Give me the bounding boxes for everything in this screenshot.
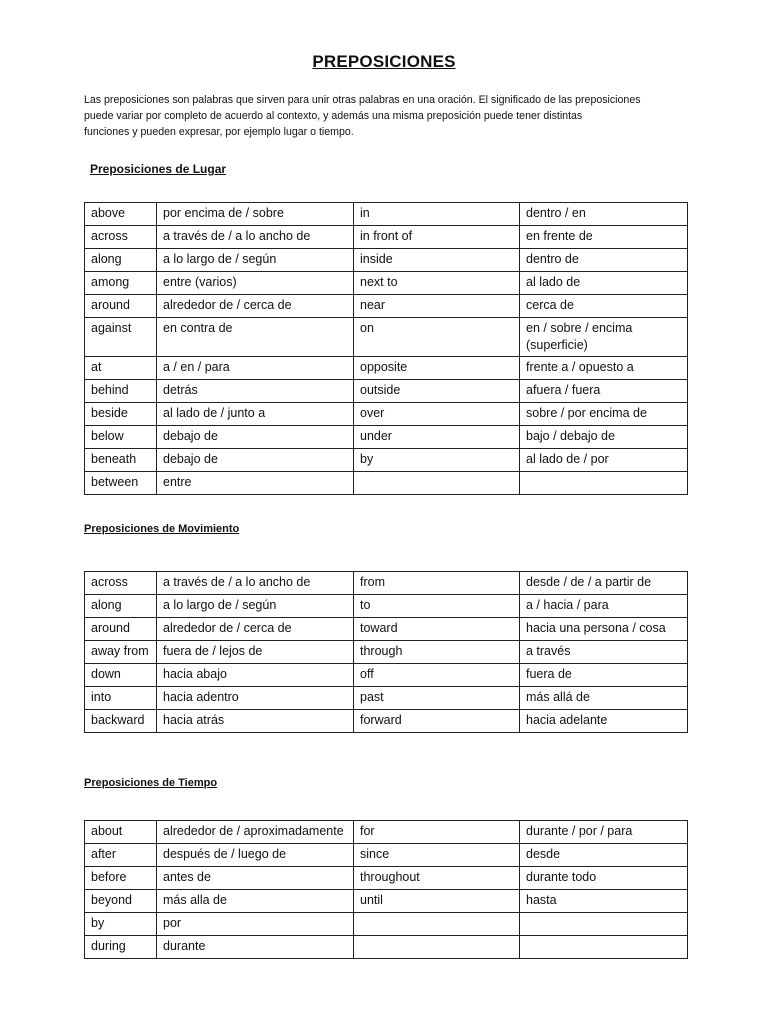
preposition-cell: below: [85, 426, 157, 449]
preposition-cell: for: [354, 821, 520, 844]
translation-cell: al lado de: [520, 272, 688, 295]
translation-cell: entre (varios): [157, 272, 354, 295]
preposition-cell: by: [354, 449, 520, 472]
preposition-cell: above: [85, 203, 157, 226]
translation-cell: cerca de: [520, 295, 688, 318]
preposition-cell: across: [85, 226, 157, 249]
preposition-cell: next to: [354, 272, 520, 295]
translation-cell: frente a / opuesto a: [520, 357, 688, 380]
translation-cell: alrededor de / cerca de: [157, 295, 354, 318]
table-movimiento: [84, 571, 688, 733]
table-tiempo: [84, 820, 688, 959]
translation-cell: durante: [157, 936, 354, 959]
preposition-cell: over: [354, 403, 520, 426]
intro-line: puede variar por completo de acuerdo al contexto, y además una misma preposición puede tener distintas: [84, 110, 583, 122]
table-row: [85, 821, 688, 844]
table-row: [85, 357, 688, 380]
translation-cell: a través: [520, 641, 688, 664]
table-row: [85, 687, 688, 710]
preposition-cell: since: [354, 844, 520, 867]
translation-cell: a través de / a lo ancho de: [157, 226, 354, 249]
table-row: [85, 572, 688, 595]
translation-cell: hacia adelante: [520, 710, 688, 733]
table-row: [85, 472, 688, 495]
preposition-cell: against: [85, 318, 157, 357]
intro-paragraph: [84, 92, 692, 140]
preposition-cell: opposite: [354, 357, 520, 380]
preposition-cell: among: [85, 272, 157, 295]
preposition-cell: around: [85, 618, 157, 641]
translation-cell: [520, 913, 688, 936]
translation-cell: debajo de: [157, 426, 354, 449]
preposition-cell: [354, 936, 520, 959]
preposition-cell: between: [85, 472, 157, 495]
preposition-cell: behind: [85, 380, 157, 403]
section-heading-movimiento: Preposiciones de Movimiento: [84, 523, 240, 535]
translation-cell: detrás: [157, 380, 354, 403]
preposition-cell: past: [354, 687, 520, 710]
section-heading-lugar: Preposiciones de Lugar: [90, 162, 227, 176]
intro-line: funciones y pueden expresar, por ejemplo lugar o tiempo.: [84, 126, 354, 138]
table-row: [85, 249, 688, 272]
preposition-cell: into: [85, 687, 157, 710]
preposition-cell: from: [354, 572, 520, 595]
preposition-cell: on: [354, 318, 520, 357]
translation-cell: [520, 936, 688, 959]
translation-cell: por: [157, 913, 354, 936]
translation-cell: afuera / fuera: [520, 380, 688, 403]
preposition-cell: inside: [354, 249, 520, 272]
intro-line: Las preposiciones son palabras que sirven para unir otras palabras en una oración. El significado de las preposiciones: [84, 94, 641, 106]
table-row: [85, 936, 688, 959]
translation-cell: a lo largo de / según: [157, 249, 354, 272]
preposition-cell: throughout: [354, 867, 520, 890]
preposition-cell: beyond: [85, 890, 157, 913]
preposition-cell: during: [85, 936, 157, 959]
table-row: [85, 867, 688, 890]
table-row: [85, 449, 688, 472]
translation-cell: a / en / para: [157, 357, 354, 380]
table-row: [85, 890, 688, 913]
translation-cell: más alla de: [157, 890, 354, 913]
translation-cell: alrededor de / aproximadamente: [157, 821, 354, 844]
translation-cell: hacia abajo: [157, 664, 354, 687]
table-row: [85, 426, 688, 449]
preposition-cell: [354, 472, 520, 495]
preposition-cell: in: [354, 203, 520, 226]
translation-cell: hasta: [520, 890, 688, 913]
table-row: [85, 318, 688, 357]
table-lugar: [84, 202, 688, 495]
preposition-cell: in front of: [354, 226, 520, 249]
preposition-cell: backward: [85, 710, 157, 733]
table-row: [85, 641, 688, 664]
table-row: [85, 403, 688, 426]
table-row: [85, 226, 688, 249]
translation-cell: hacia adentro: [157, 687, 354, 710]
preposition-cell: off: [354, 664, 520, 687]
translation-cell: alrededor de / cerca de: [157, 618, 354, 641]
translation-cell: desde: [520, 844, 688, 867]
translation-cell: debajo de: [157, 449, 354, 472]
translation-cell: al lado de / por: [520, 449, 688, 472]
translation-cell: dentro de: [520, 249, 688, 272]
table-row: [85, 844, 688, 867]
table-row: [85, 203, 688, 226]
page-title: PREPOSICIONES: [312, 52, 456, 71]
table-row: [85, 664, 688, 687]
table-row: [85, 272, 688, 295]
preposition-cell: after: [85, 844, 157, 867]
preposition-cell: along: [85, 249, 157, 272]
preposition-cell: beneath: [85, 449, 157, 472]
preposition-cell: before: [85, 867, 157, 890]
preposition-cell: forward: [354, 710, 520, 733]
preposition-cell: to: [354, 595, 520, 618]
table-row: [85, 710, 688, 733]
preposition-cell: toward: [354, 618, 520, 641]
translation-cell: a través de / a lo ancho de: [157, 572, 354, 595]
translation-cell: sobre / por encima de: [520, 403, 688, 426]
preposition-cell: across: [85, 572, 157, 595]
translation-cell: a / hacia / para: [520, 595, 688, 618]
translation-cell: durante todo: [520, 867, 688, 890]
section-heading-tiempo: Preposiciones de Tiempo: [84, 777, 218, 789]
preposition-cell: until: [354, 890, 520, 913]
preposition-cell: down: [85, 664, 157, 687]
translation-cell: después de / luego de: [157, 844, 354, 867]
translation-cell: [520, 472, 688, 495]
translation-cell: desde / de / a partir de: [520, 572, 688, 595]
preposition-cell: under: [354, 426, 520, 449]
translation-cell: fuera de: [520, 664, 688, 687]
preposition-cell: along: [85, 595, 157, 618]
preposition-cell: beside: [85, 403, 157, 426]
translation-cell: por encima de / sobre: [157, 203, 354, 226]
translation-cell: en contra de: [157, 318, 354, 357]
translation-cell: bajo / debajo de: [520, 426, 688, 449]
preposition-cell: by: [85, 913, 157, 936]
translation-cell: dentro / en: [520, 203, 688, 226]
table-row: [85, 618, 688, 641]
translation-cell: entre: [157, 472, 354, 495]
preposition-cell: [354, 913, 520, 936]
preposition-cell: around: [85, 295, 157, 318]
preposition-cell: at: [85, 357, 157, 380]
translation-cell: hacia atrás: [157, 710, 354, 733]
translation-cell: durante / por / para: [520, 821, 688, 844]
table-row: [85, 380, 688, 403]
preposition-cell: away from: [85, 641, 157, 664]
translation-cell: a lo largo de / según: [157, 595, 354, 618]
preposition-cell: about: [85, 821, 157, 844]
translation-cell: hacia una persona / cosa: [520, 618, 688, 641]
table-row: [85, 295, 688, 318]
table-row: [85, 595, 688, 618]
table-row: [85, 913, 688, 936]
translation-cell: en / sobre / encima (superficie): [520, 318, 688, 357]
translation-cell: antes de: [157, 867, 354, 890]
translation-cell: fuera de / lejos de: [157, 641, 354, 664]
translation-cell: más allá de: [520, 687, 688, 710]
preposition-cell: near: [354, 295, 520, 318]
preposition-cell: through: [354, 641, 520, 664]
translation-cell: al lado de / junto a: [157, 403, 354, 426]
preposition-cell: outside: [354, 380, 520, 403]
translation-cell: en frente de: [520, 226, 688, 249]
